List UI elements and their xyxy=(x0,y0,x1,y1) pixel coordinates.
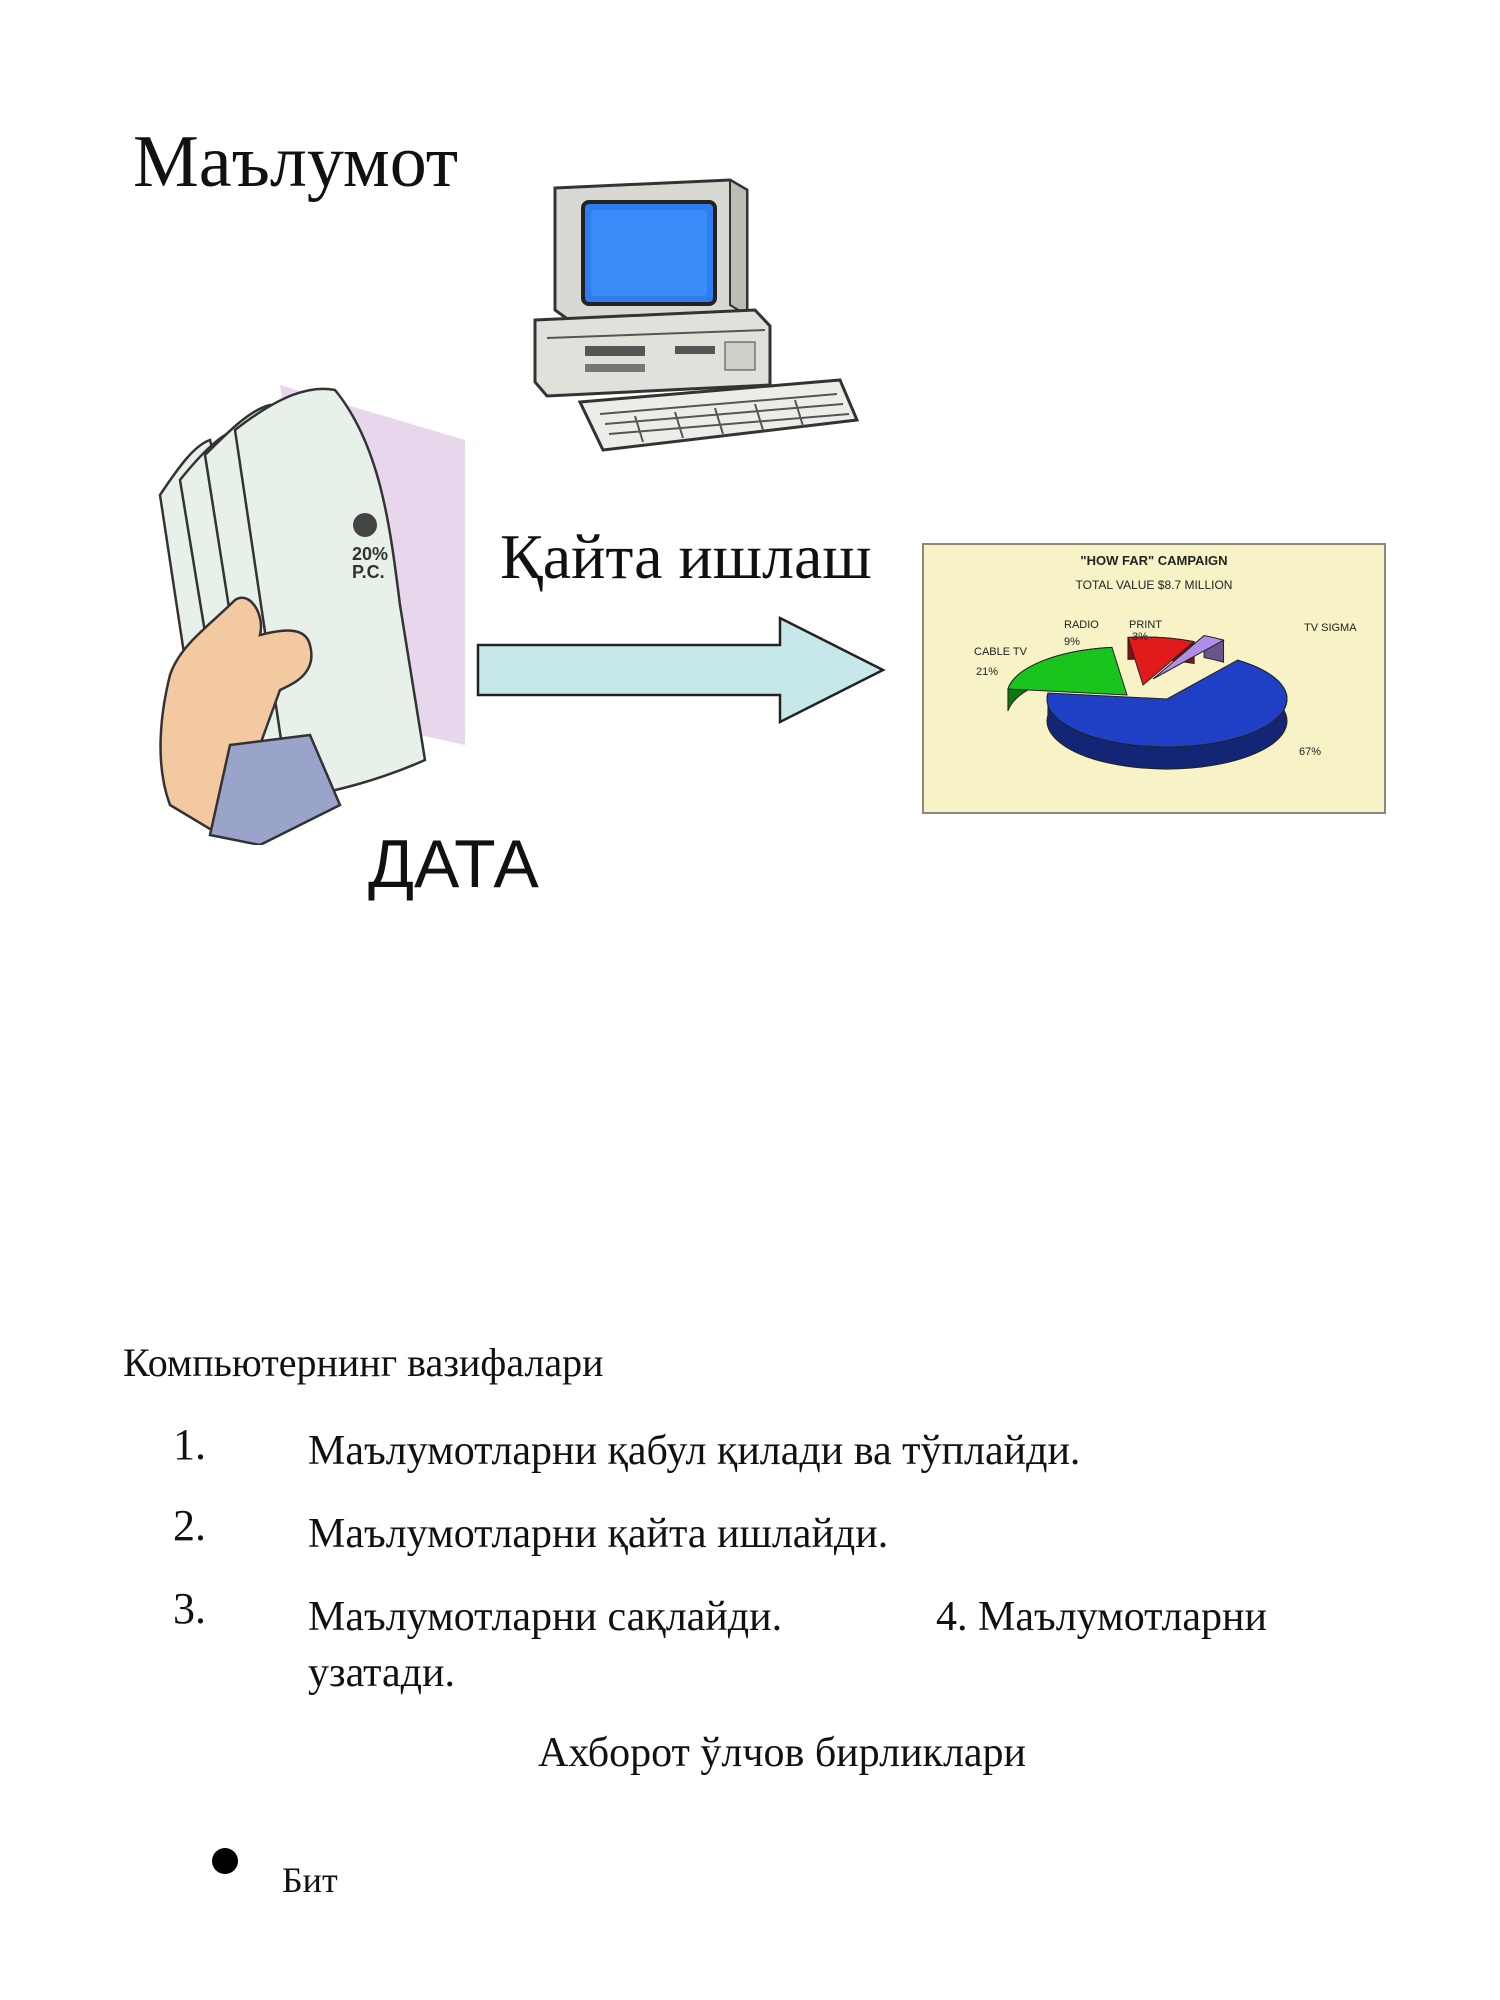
pie-label-cable-tv: CABLE TV xyxy=(974,646,1027,658)
page-title: Маълумот xyxy=(133,121,459,203)
pie-value-tv-sigma: 67% xyxy=(1299,746,1322,758)
pie-label-tv-sigma: TV SIGMA xyxy=(1304,622,1357,634)
chart-title: "HOW FAR" CAMPAIGN xyxy=(1080,553,1228,568)
chart-subtitle: TOTAL VALUE $8.7 MILLION xyxy=(1075,578,1233,592)
list-item-1: Маълумотларни қабул қилади ва тўплайди. xyxy=(308,1428,1081,1474)
pie-chart xyxy=(922,543,1386,814)
bullet-item: Бит xyxy=(282,1860,338,1900)
list-item-4-start: 4. Маълумотларни xyxy=(936,1594,1267,1640)
computer-illustration xyxy=(525,170,870,460)
list-number-2: 2. xyxy=(173,1501,206,1550)
hand-with-papers-illustration xyxy=(140,385,470,845)
units-heading: Ахборот ўлчов бирликлари xyxy=(538,1730,1027,1776)
right-arrow-icon xyxy=(475,615,890,725)
list-number-3: 3. xyxy=(173,1584,206,1633)
list-item-4-continuation: узатади. xyxy=(308,1650,455,1696)
pie-chart-svg xyxy=(924,545,1384,812)
list-item-3: Маълумотларни сақлайди. xyxy=(308,1594,783,1640)
pie-value-cable-tv: 21% xyxy=(976,666,999,678)
paper-note: 20% P.C. xyxy=(352,544,389,582)
pie-value-radio: 9% xyxy=(1064,636,1080,648)
section-heading: Компьютернинг вазифалари xyxy=(123,1340,604,1385)
data-label: ДАТА xyxy=(368,826,539,902)
process-label: Қайта ишлаш xyxy=(500,521,872,592)
list-item-2: Маълумотларни қайта ишлайди. xyxy=(308,1511,889,1557)
pie-value-print: 3% xyxy=(1132,631,1148,643)
bullet-icon xyxy=(212,1848,238,1874)
pie-label-print: PRINT xyxy=(1129,619,1162,631)
pie-label-radio: RADIO xyxy=(1064,619,1099,631)
list-number-1: 1. xyxy=(173,1420,206,1469)
